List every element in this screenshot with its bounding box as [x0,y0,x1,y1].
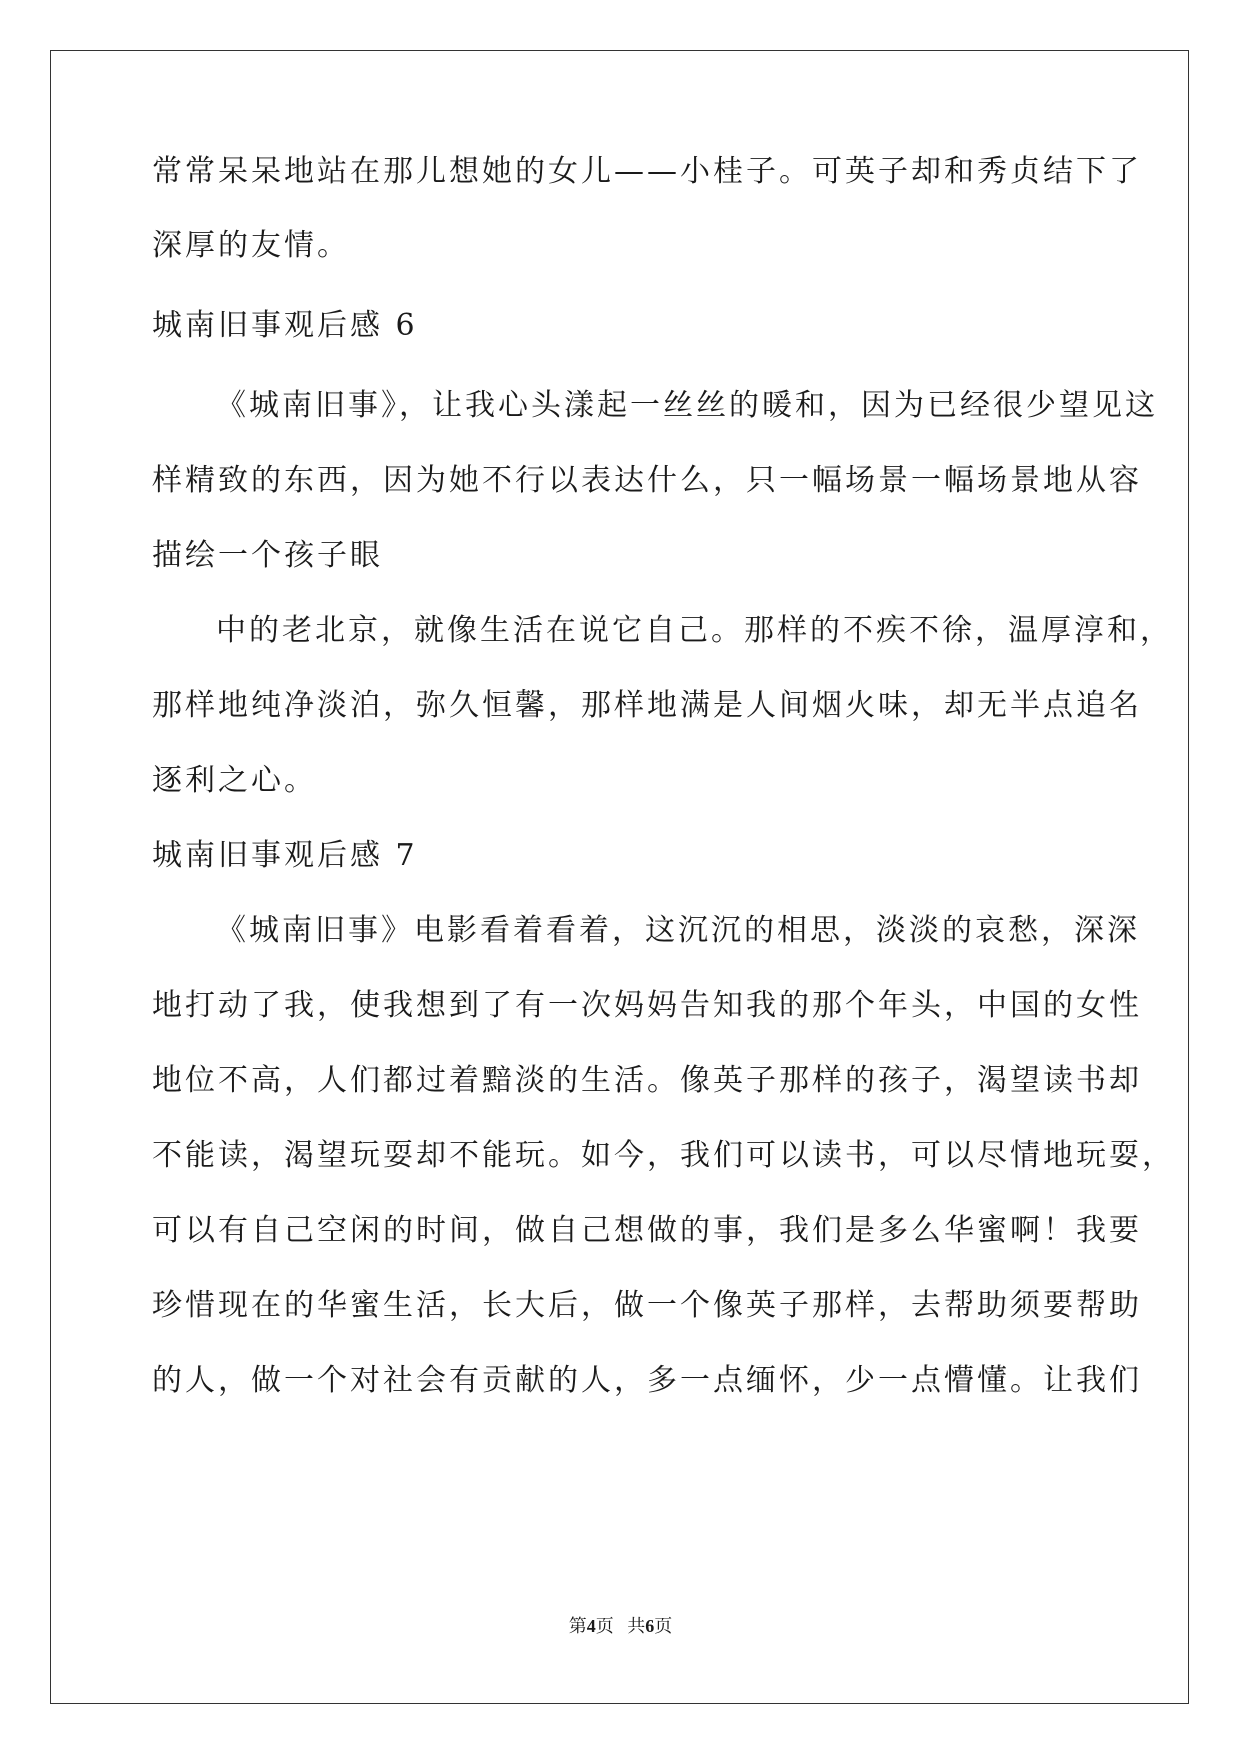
paragraph-line: 的人，做一个对社会有贡献的人，多一点缅怀，少一点懵懂。让我们 [152,1363,1142,1398]
paragraph-line: 珍惜现在的华蜜生活，长大后，做一个像英子那样，去帮助须要帮助 [152,1288,1142,1323]
paragraph-line: 常常呆呆地站在那儿想她的女儿——小桂子。可英子却和秀贞结下了 [152,154,1142,189]
paragraph-line: 逐利之心。 [152,763,317,798]
paragraph-line: 描绘一个孩子眼 [152,538,383,573]
paragraph-line: 《城南旧事》电影看着看着，这沉沉的相思，淡淡的哀愁，深深 [216,913,1140,948]
page-border [50,50,1189,1704]
page-label-prefix: 第 [568,1616,587,1636]
paragraph-line: 地位不高，人们都过着黯淡的生活。像英子那样的孩子，渴望读书却 [152,1063,1142,1098]
total-label-prefix: 共 [627,1616,646,1636]
paragraph-line: 可以有自己空闲的时间，做自己想做的事，我们是多么华蜜啊！我要 [152,1213,1142,1248]
total-label-suffix: 页 [654,1616,673,1636]
page-footer [0,1614,1241,1638]
paragraph-line: 《城南旧事》，让我心头漾起一丝丝的暖和，因为已经很少望见这 [216,388,1158,423]
paragraph-line: 样精致的东西，因为她不行以表达什么，只一幅场景一幅场景地从容 [152,463,1142,498]
page-number: 4 [586,1616,596,1636]
paragraph-line: 不能读，渴望玩耍却不能玩。如今，我们可以读书，可以尽情地玩耍， [152,1138,1175,1173]
total-pages: 6 [645,1616,655,1636]
paragraph-line: 中的老北京，就像生活在说它自己。那样的不疾不徐，温厚淳和， [216,613,1173,648]
page-label-suffix: 页 [595,1616,614,1636]
paragraph-line: 地打动了我，使我想到了有一次妈妈告知我的那个年头，中国的女性 [152,988,1142,1023]
paragraph-line: 那样地纯净淡泊，弥久恒馨，那样地满是人间烟火味，却无半点追名 [152,688,1142,723]
section-heading: 城南旧事观后感 6 [152,308,418,343]
section-heading: 城南旧事观后感 7 [152,838,418,873]
paragraph-line: 深厚的友情。 [152,228,350,263]
